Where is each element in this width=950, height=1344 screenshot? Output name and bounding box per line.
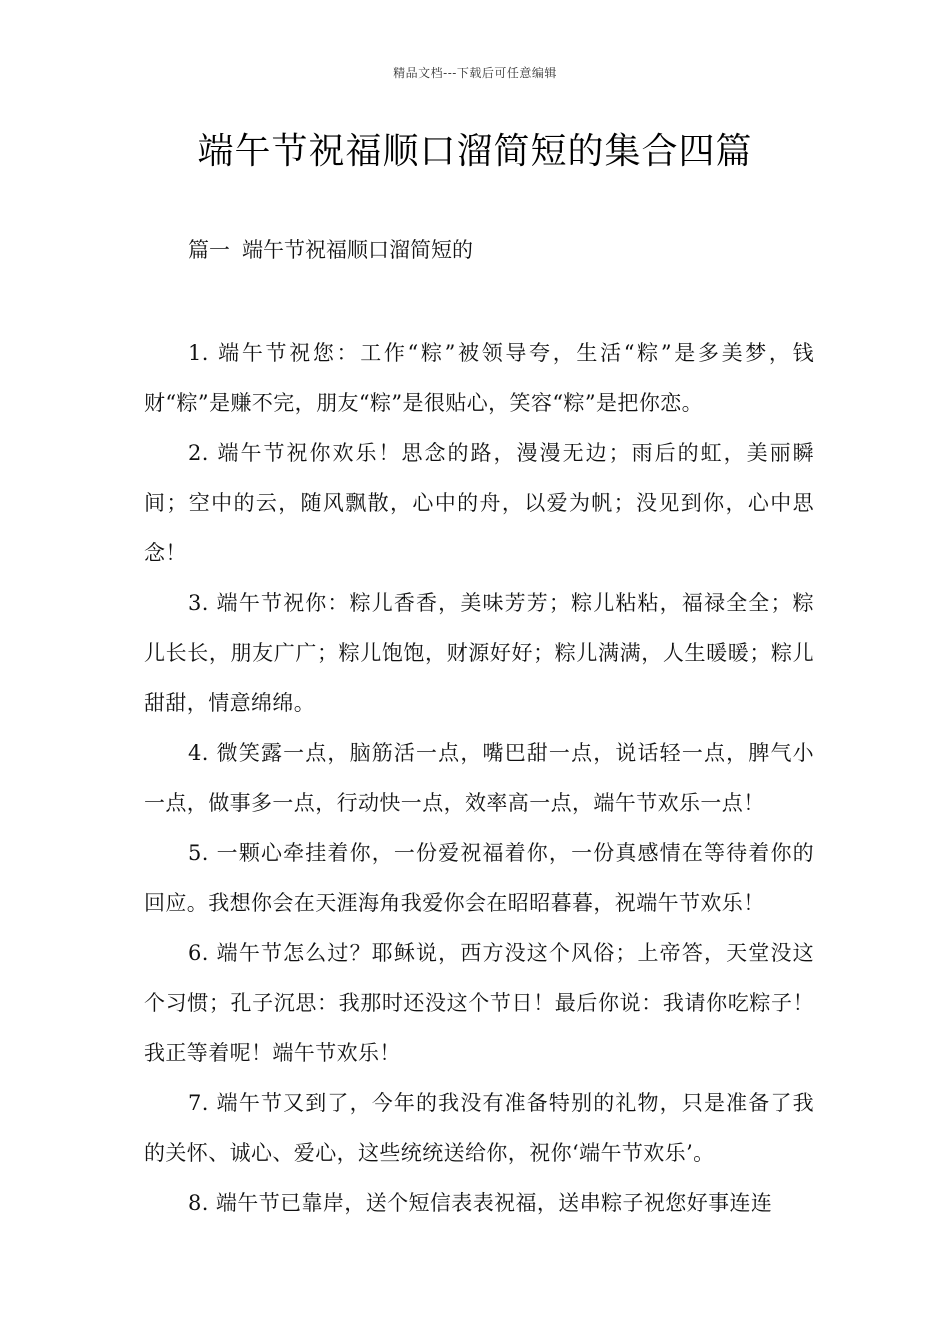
- list-item: 8. 端午节已靠岸，送个短信表表祝福，送串粽子祝您好事连连: [188, 1191, 773, 1215]
- list-item: 7. 端午节又到了，今年的我没有准备特别的礼物，只是准备了我的关怀、诚心、爱心，这些统统送给你，祝你‘端午节欢乐’。: [144, 1091, 814, 1165]
- list-item: 6. 端午节怎么过？耶稣说，西方没这个风俗；上帝答，天堂没这个习惯；孔子沉思：我那时还没这个节日！最后你说：我请你吃粽子！我正等着呢！端午节欢乐！: [144, 941, 814, 1065]
- header-note: 精品文档---下载后可任意编辑: [393, 66, 557, 80]
- document-title: 端午节祝福顺口溜简短的集合四篇: [197, 131, 753, 172]
- list-item: 5. 一颗心牵挂着你，一份爱祝福着你，一份真感情在等待着你的回应。我想你会在天涯海角我爱你会在昭昭暮暮，祝端午节欢乐！: [144, 841, 814, 915]
- section-label: 篇一: [188, 238, 230, 262]
- section-heading: [188, 232, 473, 268]
- list-item: 4. 微笑露一点，脑筋活一点，嘴巴甜一点，说话轻一点，脾气小一点，做事多一点，行动快一点，效率高一点，端午节欢乐一点！: [144, 741, 814, 815]
- list-item: 2. 端午节祝你欢乐！思念的路，漫漫无边；雨后的虹，美丽瞬间；空中的云，随风飘散，心中的舟，以爱为帆；没见到你，心中思念！: [144, 441, 814, 565]
- list-item: 3. 端午节祝你：粽儿香香，美味芳芳；粽儿粘粘，福禄全全；粽儿长长，朋友广广；粽儿饱饱，财源好好；粽儿满满，人生暖暖；粽儿甜甜，情意绵绵。: [144, 591, 814, 715]
- document-body: [144, 328, 814, 1228]
- list-item: 1. 端午节祝您：工作“粽”被领导夸，生活“粽”是多美梦，钱财“粽”是赚不完，朋友“粽”是很贴心，笑容“粽”是把你恋。: [144, 341, 814, 415]
- section-title: 端午节祝福顺口溜简短的: [242, 238, 473, 262]
